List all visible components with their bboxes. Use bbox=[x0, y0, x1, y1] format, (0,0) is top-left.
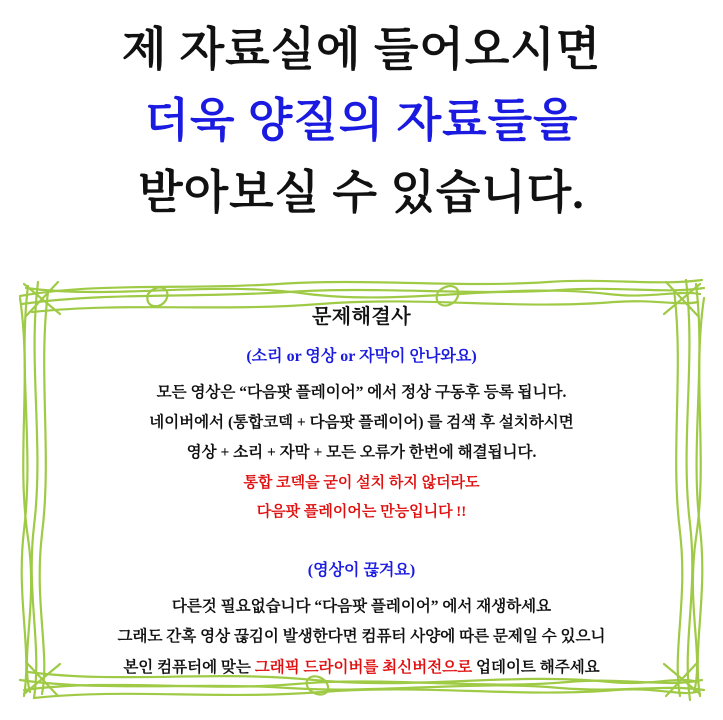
section-spacer bbox=[30, 527, 693, 557]
headline-block bbox=[0, 14, 723, 228]
section1-red-line-2: 다음팟 플레이어는 만능입니다 !! bbox=[256, 503, 467, 520]
section1-question: (소리 or 영상 or 자막이 안나와요) bbox=[246, 348, 477, 365]
mixed-pre: 본인 컴퓨터에 맞는 bbox=[123, 658, 255, 676]
section2-mixed-line bbox=[30, 653, 693, 683]
section1-line-2: 네이버에서 (통합코덱 + 다음팟 플레이어) 를 검색 후 설치하시면 bbox=[149, 414, 574, 432]
panel-title: 문제해결사 bbox=[311, 306, 412, 328]
headline-line-3: 받아보실 수 있습니다. bbox=[138, 166, 585, 218]
section1-line-1: 모든 영상은 “다음팟 플레이어” 에서 정상 구동후 등록 됩니다. bbox=[156, 384, 567, 401]
section2-line-1: 다른것 필요없습니다 “다음팟 플레이어” 에서 재생하세요 bbox=[171, 598, 552, 616]
mixed-red: 그래픽 드라이버를 최신버전으로 bbox=[254, 658, 473, 676]
info-panel bbox=[30, 300, 693, 683]
mixed-post: 업데이트 해주세요 bbox=[472, 658, 600, 676]
section2-line-2: 그래도 간혹 영상 끊김이 발생한다면 컴퓨터 사양에 따른 문제일 수 있으니 bbox=[117, 628, 606, 646]
section2-question: (영상이 끊겨요) bbox=[307, 562, 416, 580]
headline-line-1: 제 자료실에 들어오시면 bbox=[121, 24, 602, 75]
headline-line-2: 더욱 양질의 자료들을 bbox=[144, 95, 579, 147]
section1-red-line-1: 통합 코덱을 굳이 설치 하지 않더라도 bbox=[243, 474, 480, 491]
section1-line-3: 영상 + 소리 + 자막 + 모든 오류가 한번에 해결됩니다. bbox=[186, 444, 537, 462]
